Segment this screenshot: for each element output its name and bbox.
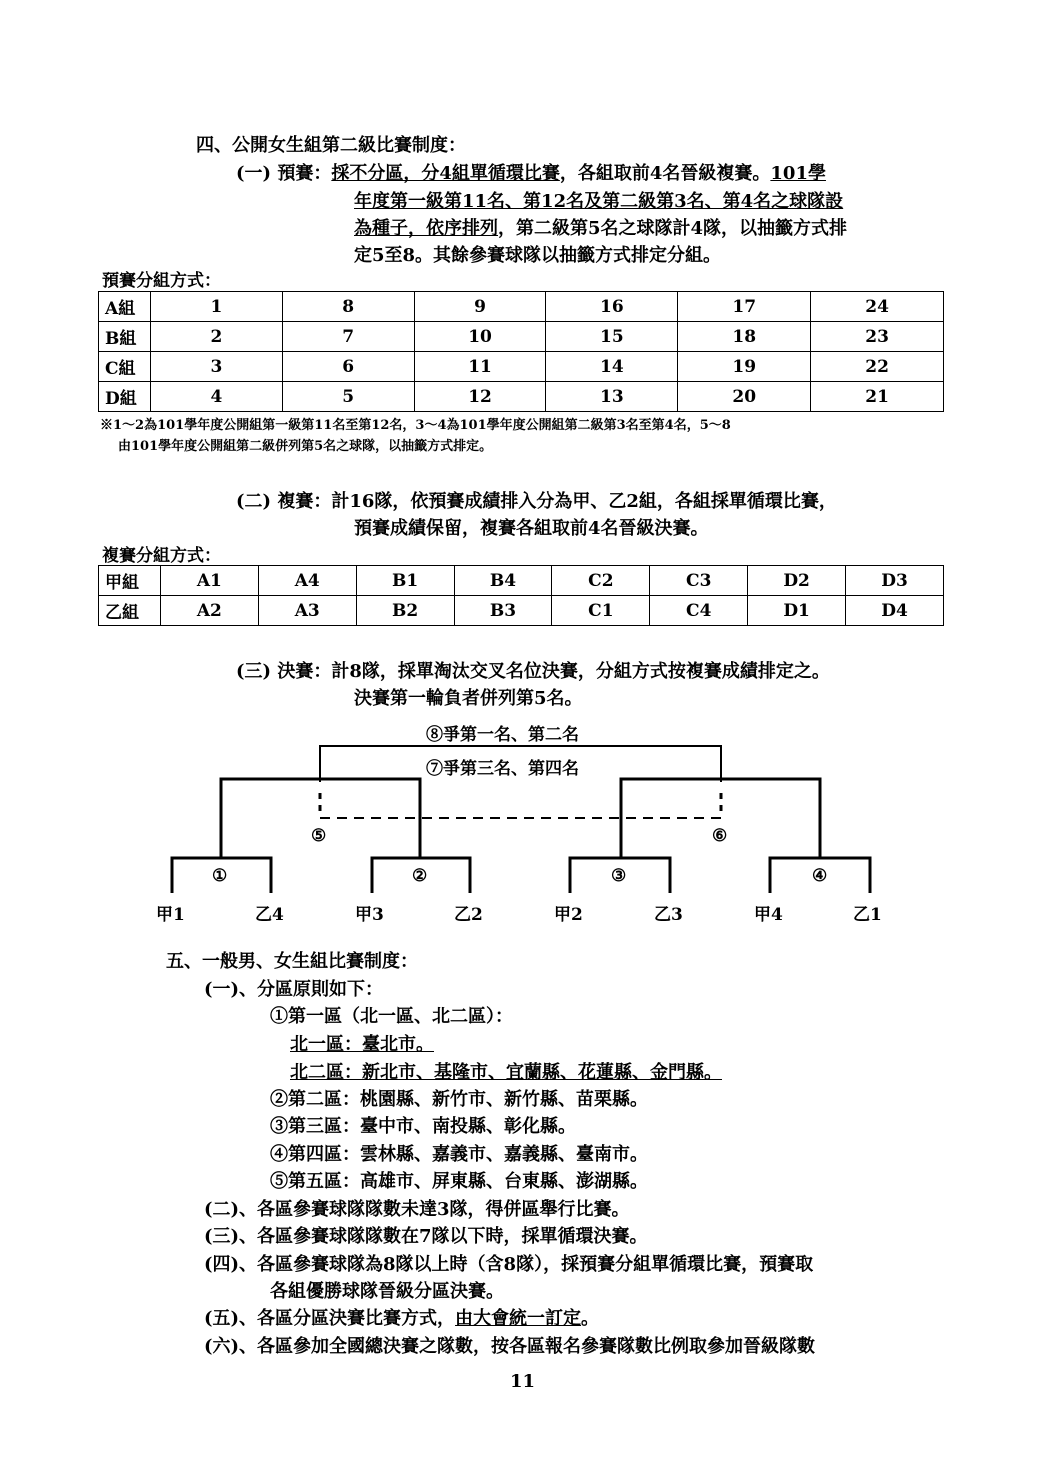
final-line2: 決賽第一輪負者併列第5名。 [354, 688, 583, 709]
group-label-cell: 甲組 [99, 566, 161, 596]
seed-cell: 16 [546, 292, 678, 322]
region5: ⑤第五區：高雄市、屏東縣、台東縣、澎湖縣。 [270, 1171, 648, 1192]
team-label: 甲2 [554, 905, 583, 925]
team-label: 甲3 [355, 905, 384, 925]
match-3-marker: ③ [611, 866, 627, 886]
seed-cell: 15 [546, 322, 678, 352]
prelim-table-caption: 預賽分組方式： [102, 271, 221, 291]
prelim-line3-a: 為種子，依序排列 [354, 218, 498, 239]
section5-item3: (三)、各區參賽球隊隊數在7隊以下時，採單循環決賽。 [204, 1226, 648, 1247]
final-prefix: (三) [236, 661, 272, 682]
seed-cell: C2 [552, 566, 650, 596]
seed-cell: A3 [258, 596, 356, 626]
team-label: 甲1 [156, 905, 185, 925]
seed-cell: 3 [150, 352, 282, 382]
semi-line2: 預賽成績保留，複賽各組取前4名晉級決賽。 [354, 518, 709, 539]
section5-item6: (六)、各區參加全國總決賽之隊數，按各區報名參賽隊數比例取參加晉級隊數 [204, 1336, 816, 1357]
item5-a: (五)、各區分區決賽比賽方式， [204, 1308, 456, 1329]
match-5-marker: ⑤ [311, 826, 327, 846]
region3: ③第三區：臺中市、南投縣、彰化縣。 [270, 1116, 576, 1137]
prelim-label: 預賽： [277, 163, 332, 184]
north1: 北一區：臺北市。 [290, 1034, 434, 1055]
group-label-cell: 乙組 [99, 596, 161, 626]
seed-cell: 2 [150, 322, 282, 352]
region2: ②第二區：桃園縣、新竹市、新竹縣、苗栗縣。 [270, 1089, 648, 1110]
seed-cell: 21 [811, 382, 944, 412]
seed-cell: 5 [282, 382, 414, 412]
group-label-cell: D組 [99, 382, 151, 412]
match-6-marker: ⑥ [712, 826, 728, 846]
seed-cell: 14 [546, 352, 678, 382]
bracket-final-label: ⑧爭第一名、第二名 [426, 725, 579, 745]
seed-cell: D2 [748, 566, 846, 596]
team-label: 乙1 [853, 905, 882, 925]
seed-cell: 10 [414, 322, 546, 352]
prelim-line1-a: 採不分區，分4組單循環比賽 [331, 163, 560, 184]
match-1-marker: ① [212, 866, 228, 886]
semi-prefix: (二) [236, 491, 272, 512]
seed-cell: 19 [678, 352, 811, 382]
team-label: 乙2 [454, 905, 483, 925]
semi-table-caption: 複賽分組方式： [102, 546, 221, 566]
team-label: 甲4 [754, 905, 783, 925]
match-4-marker: ④ [812, 866, 828, 886]
section5-item5 [204, 1304, 599, 1330]
match-2-marker: ② [412, 866, 428, 886]
north2: 北二區：新北市、基隆市、宜蘭縣、花蓮縣、金門縣。 [290, 1062, 722, 1083]
seed-cell: B2 [356, 596, 454, 626]
seed-cell: 24 [811, 292, 944, 322]
note-line1: ※1～2為101學年度公開組第一級第11名至第12名，3～4為101學年度公開組第二級第3名至第4名，5～8 [100, 418, 731, 433]
semi-label: 複賽： [277, 491, 332, 512]
prelim-line1-b: ，各組取前4名晉級複賽。 [559, 163, 771, 184]
prelim-prefix: (一) [236, 163, 272, 184]
prelim-line1-c: 101學 [770, 163, 826, 184]
bracket-third-label: ⑦爭第三名、第四名 [426, 759, 579, 779]
team-label: 乙3 [654, 905, 683, 925]
seed-cell: 17 [678, 292, 811, 322]
section-4-title: 四、公開女生組第二級比賽制度： [196, 135, 466, 156]
seed-cell: D1 [748, 596, 846, 626]
region1: ①第一區（北一區、北二區）： [270, 1006, 513, 1027]
section-5-title: 五、一般男、女生組比賽制度： [166, 951, 418, 972]
item5-b: 由大會統一訂定 [455, 1308, 582, 1329]
seed-cell: 4 [150, 382, 282, 412]
seed-cell: 11 [414, 352, 546, 382]
seed-cell: 8 [282, 292, 414, 322]
seed-cell: C1 [552, 596, 650, 626]
seed-cell: 13 [546, 382, 678, 412]
seed-cell: C3 [650, 566, 748, 596]
section5-item1: (一)、分區原則如下： [204, 979, 384, 1000]
seed-cell: 20 [678, 382, 811, 412]
group-label-cell: B組 [99, 322, 151, 352]
seed-cell: B1 [356, 566, 454, 596]
seed-cell: 18 [678, 322, 811, 352]
seed-cell: B4 [454, 566, 552, 596]
item5-c: 。 [581, 1308, 600, 1329]
seed-cell: A2 [160, 596, 258, 626]
seed-cell: D4 [846, 596, 944, 626]
seed-cell: 22 [811, 352, 944, 382]
page-number: 11 [510, 1371, 536, 1392]
prelim-line3-b: ，第二級第5名之球隊計4隊，以抽籤方式排 [498, 218, 848, 239]
seed-cell: 23 [811, 322, 944, 352]
seed-cell: A4 [258, 566, 356, 596]
seed-cell: 7 [282, 322, 414, 352]
seed-cell: 9 [414, 292, 546, 322]
group-label-cell: A組 [99, 292, 151, 322]
final-line1: 計8隊，採單淘汰交叉名位決賽，分組方式按複賽成績排定之。 [331, 661, 830, 682]
seed-cell: D3 [846, 566, 944, 596]
section5-item4-line2: 各組優勝球隊晉級分區決賽。 [270, 1281, 504, 1302]
prelim-line2: 年度第一級第11名、第12名及第二級第3名、第4名之球隊設 [354, 191, 844, 212]
group-label-cell: C組 [99, 352, 151, 382]
section5-item4-line1: (四)、各區參賽球隊為8隊以上時（含8隊），採預賽分組單循環比賽，預賽取 [204, 1254, 814, 1275]
prelim-line4: 定5至8。其餘參賽球隊以抽籤方式排定分組。 [354, 245, 722, 266]
seed-cell: 1 [150, 292, 282, 322]
note-line2: 由101學年度公開組第二級併列第5名之球隊，以抽籤方式排定。 [118, 439, 493, 454]
seed-cell: 12 [414, 382, 546, 412]
seed-cell: B3 [454, 596, 552, 626]
seed-cell: A1 [160, 566, 258, 596]
semi-line1: 計16隊，依預賽成績排入分為甲、乙2組，各組採單循環比賽， [331, 491, 837, 512]
section5-item2: (二)、各區參賽球隊隊數未達3隊，得併區舉行比賽。 [204, 1199, 630, 1220]
team-label: 乙4 [255, 905, 284, 925]
region4: ④第四區：雲林縣、嘉義市、嘉義縣、臺南市。 [270, 1144, 648, 1165]
seed-cell: C4 [650, 596, 748, 626]
final-label: 決賽： [277, 661, 332, 682]
seed-cell: 6 [282, 352, 414, 382]
